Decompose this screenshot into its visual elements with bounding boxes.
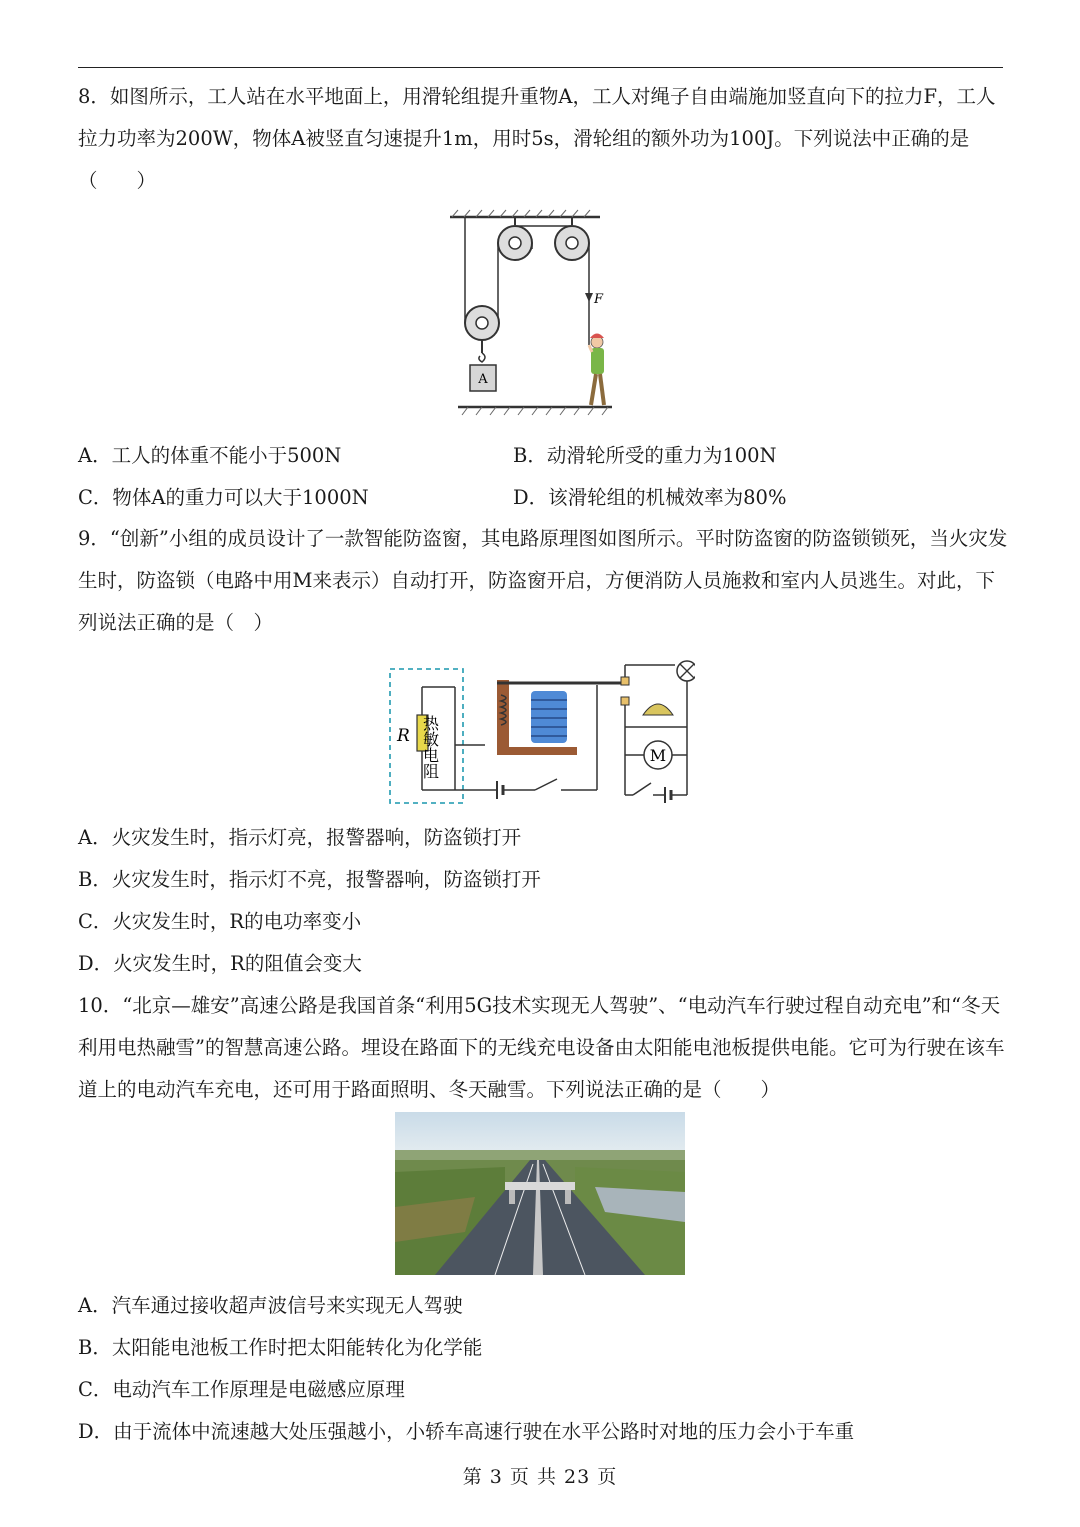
force-label: F: [594, 292, 604, 307]
block-label: A: [478, 372, 488, 387]
q9-option-c: C．火灾发生时，R的电功率变小: [78, 910, 362, 933]
resistor-label: R: [397, 726, 410, 746]
q8-stem: 8．如图所示，工人站在水平地面上，用滑轮组提升重物A，工人对绳子自由端施加竖直向下的拉力F，工人拉力功率为200W，物体A被竖直匀速提升1m，用时5s，滑轮组的额外功为100J。下列说法中正确的是（ ）: [78, 85, 996, 192]
q10-option-c: C．电动汽车工作原理是电磁感应原理: [78, 1378, 405, 1401]
q10-option-a: A．汽车通过接收超声波信号来实现无人驾驶: [78, 1294, 463, 1317]
q8-option-d: D．该滑轮组的机械效率为80%: [513, 486, 787, 509]
q8-option-c: C．物体A的重力可以大于1000N: [78, 486, 369, 509]
page-footer: 第 3 页 共 23 页: [462, 1466, 618, 1488]
q9-stem: 9．“创新”小组的成员设计了一款智能防盗窗，其电路原理图如图所示。平时防盗窗的防盗锁锁死，当火灾发生时，防盗锁（电路中用M来表示）自动打开，防盗窗开启，方便消防人员施救和室内人员逃生。对此，下列说法正确的是（ ）: [78, 527, 1008, 634]
circuit-figure: [385, 655, 695, 807]
header-rule: [78, 67, 1003, 68]
q8-option-a: A．工人的体重不能小于500N: [78, 444, 342, 467]
pulley-figure: [440, 205, 620, 420]
q10-option-d: D．由于流体中流速越大处压强越小，小轿车高速行驶在水平公路时对地的压力会小于车重: [78, 1420, 855, 1443]
thermistor-text: 热敏电阻: [420, 715, 440, 779]
q9-option-b: B．火灾发生时，指示灯不亮，报警器响，防盗锁打开: [78, 868, 541, 891]
motor-label: M: [649, 746, 667, 765]
q9-option-a: A．火灾发生时，指示灯亮，报警器响，防盗锁打开: [78, 826, 522, 849]
q8-option-b: B．动滑轮所受的重力为100N: [513, 444, 777, 467]
q10-option-b: B．太阳能电池板工作时把太阳能转化为化学能: [78, 1336, 483, 1359]
q9-option-d: D．火灾发生时，R的阻值会变大: [78, 952, 362, 975]
q10-stem: 10．“北京—雄安”高速公路是我国首条“利用5G技术实现无人驾驶”、“电动汽车行驶过程自动充电”和“冬天利用电热融雪”的智慧高速公路。埋设在路面下的无线充电设备由太阳能电池板提供电能。它可为行驶在该车道上的电动汽车充电，还可用于路面照明、冬天融雪。下列说法正确的是（ ）: [78, 994, 1005, 1101]
highway-photo: [395, 1112, 685, 1275]
